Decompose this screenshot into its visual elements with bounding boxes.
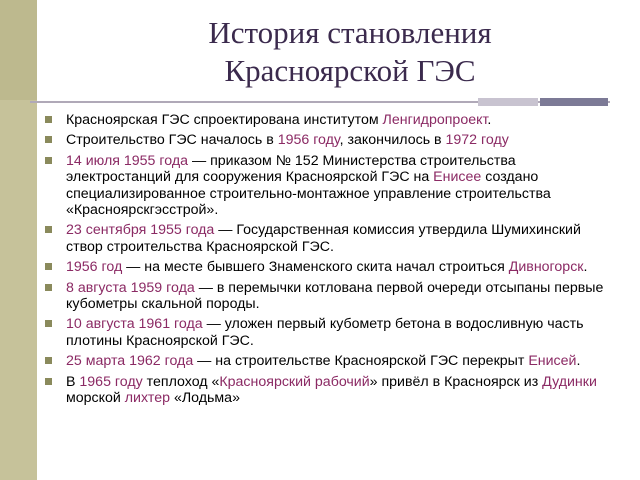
highlighted-text: 8 августа 1959 года bbox=[66, 279, 195, 296]
bullet-text: — Государственная комиссия утвердила Шумихинский створ строительства Красноярской ГЭС. bbox=[66, 222, 581, 255]
bullet-text: . bbox=[487, 112, 492, 128]
bullet-list bbox=[44, 112, 614, 411]
bullet-text: — на месте бывшего Знаменского скита начал строиться bbox=[122, 259, 509, 276]
bullet-text: создано специализированное строительно-монтажное управление строительства «Красноярскгэсстрой». bbox=[66, 169, 551, 219]
title-divider-accent-light bbox=[478, 98, 538, 106]
highlighted-text: 10 августа 1961 года bbox=[66, 316, 203, 333]
bullet-item bbox=[44, 259, 614, 275]
bullet-text: Строительство ГЭС началось в bbox=[66, 132, 278, 149]
square-bullet-icon bbox=[45, 378, 52, 385]
bullet-text: Красноярская ГЭС спроектирована институтом bbox=[66, 112, 383, 128]
bullet-text: . bbox=[576, 353, 581, 370]
highlighted-text: Красноярский рабочий bbox=[219, 373, 370, 390]
bullet-text: теплоход « bbox=[142, 373, 220, 390]
highlighted-text: 1965 году bbox=[79, 373, 143, 390]
highlighted-text: Енисее bbox=[433, 169, 482, 186]
title-divider-accent-dark bbox=[540, 98, 608, 106]
bullet-item bbox=[44, 280, 614, 313]
highlighted-text: 1972 году bbox=[445, 132, 509, 149]
left-decorative-band-top bbox=[0, 0, 37, 100]
slide-title-line-1: История становления bbox=[208, 15, 492, 50]
square-bullet-icon bbox=[45, 284, 52, 291]
square-bullet-icon bbox=[45, 136, 52, 143]
bullet-text: — на строительстве Красноярской ГЭС перекрыт bbox=[193, 353, 529, 370]
square-bullet-icon bbox=[45, 157, 52, 164]
highlighted-text: Дудинки bbox=[542, 373, 597, 390]
bullet-item bbox=[44, 153, 614, 219]
bullet-item bbox=[44, 222, 614, 255]
highlighted-text: Дивногорск bbox=[508, 259, 584, 276]
highlighted-text: 25 марта 1962 года bbox=[66, 353, 194, 370]
square-bullet-icon bbox=[45, 357, 52, 364]
highlighted-text: Енисей bbox=[528, 353, 577, 370]
bullet-text: — уложен первый кубометр бетона в водосливную часть плотины Красноярской ГЭС. bbox=[66, 316, 584, 349]
bullet-text: «Лодьма» bbox=[170, 390, 240, 407]
bullet-text: , закончилось в bbox=[339, 132, 446, 149]
bullet-text: — в перемычки котлована первой очереди отсыпаны первые кубометры скальной породы. bbox=[66, 279, 604, 313]
highlighted-text: 14 июля 1955 года bbox=[66, 152, 188, 169]
bullet-text: » привёл в Красноярск из bbox=[369, 373, 543, 390]
bullet-item bbox=[44, 112, 614, 128]
highlighted-text: 23 сентября 1955 года bbox=[66, 222, 215, 239]
highlighted-text: 1956 год bbox=[66, 259, 123, 276]
slide-title-line-2: Красноярской ГЭС bbox=[224, 53, 476, 88]
bullet-item bbox=[44, 316, 614, 349]
square-bullet-icon bbox=[45, 320, 52, 327]
square-bullet-icon bbox=[45, 263, 52, 270]
square-bullet-icon bbox=[45, 226, 52, 233]
bullet-text: — приказом № 152 Министерства строительства электростанций для сооружения Красноярской ГЭС на bbox=[66, 152, 516, 186]
slide-title bbox=[150, 14, 550, 90]
highlighted-text: Ленгидропроект bbox=[382, 112, 488, 128]
bullet-text: морской bbox=[66, 390, 125, 407]
highlighted-text: лихтер bbox=[124, 390, 171, 407]
bullet-text: В bbox=[66, 373, 80, 390]
highlighted-text: 1956 году bbox=[277, 132, 340, 149]
bullet-item bbox=[44, 374, 614, 407]
bullet-item bbox=[44, 132, 614, 148]
bullet-item bbox=[44, 353, 614, 369]
square-bullet-icon bbox=[45, 116, 52, 123]
bullet-text: . bbox=[583, 259, 588, 276]
